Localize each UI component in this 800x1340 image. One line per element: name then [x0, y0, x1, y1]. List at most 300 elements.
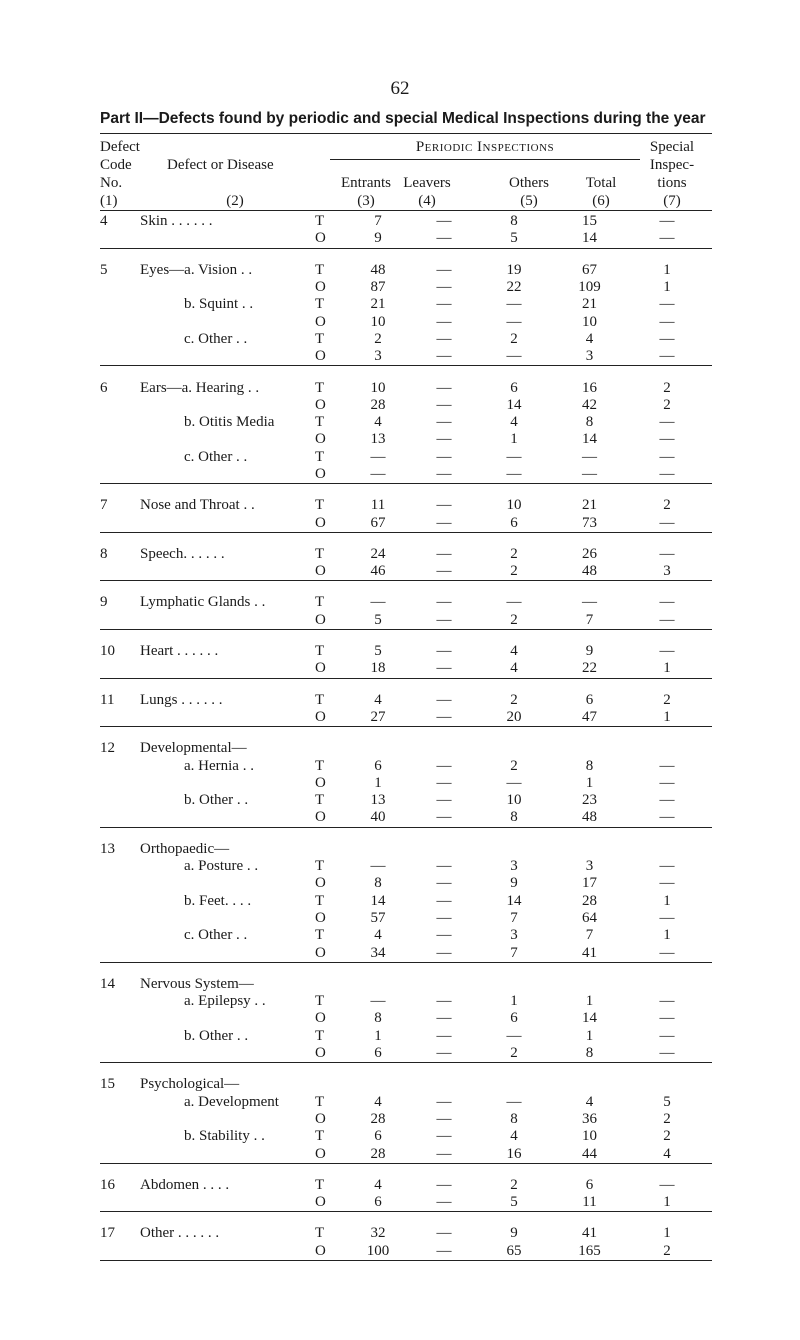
- cell-special: —: [622, 944, 712, 962]
- cell-entrants: —: [370, 858, 386, 875]
- table-row: [100, 1093, 712, 1110]
- defect-name: Lymphatic Glands . .: [140, 594, 266, 611]
- treated-observed: O: [315, 279, 326, 296]
- cell-special: —: [622, 348, 712, 366]
- table-row: [100, 643, 712, 660]
- table-row: [100, 230, 712, 248]
- cell-entrants: 6: [339, 1194, 417, 1212]
- defect-code: [100, 709, 140, 727]
- treated-observed: O: [315, 909, 326, 926]
- defect-name: [140, 466, 315, 484]
- cell-entrants: 6: [374, 757, 382, 774]
- table-row: [100, 1028, 712, 1045]
- defect-code: [100, 660, 140, 678]
- treated-observed: T: [315, 993, 325, 1010]
- treated-observed: T: [315, 213, 325, 230]
- table-row: [100, 1177, 712, 1194]
- defect-code: [100, 449, 140, 466]
- treated-observed: T: [315, 858, 325, 875]
- treated-observed: T: [315, 414, 325, 431]
- cell-total: 6: [585, 691, 594, 708]
- defect-code: [100, 858, 140, 875]
- defect-name: [140, 514, 315, 532]
- header-others: Others: [509, 175, 549, 191]
- defect-name: [140, 1045, 315, 1063]
- cell-leavers: —: [436, 594, 452, 611]
- cell-leavers: —: [417, 230, 471, 248]
- cell-others: 20: [471, 709, 557, 727]
- treated-observed: O: [315, 1110, 326, 1127]
- cell-total: 23: [582, 792, 597, 809]
- cell-entrants: —: [370, 448, 386, 465]
- cell-leavers: —: [436, 1225, 452, 1242]
- table-row: [100, 449, 712, 466]
- cell-special: —: [659, 296, 675, 313]
- group-heading-row: [100, 976, 712, 993]
- cell-leavers: —: [417, 1045, 471, 1063]
- cell-others: 5: [471, 230, 557, 248]
- defect-code: [100, 893, 140, 910]
- cell-leavers: —: [436, 431, 452, 448]
- treated-observed: T: [315, 1225, 325, 1242]
- defect-name: [140, 313, 315, 330]
- cell-total: 15: [582, 213, 597, 230]
- cell-entrants: 40: [339, 809, 417, 827]
- defect-code: [100, 1045, 140, 1063]
- cell-leavers: —: [417, 1243, 471, 1261]
- cell-others: —: [506, 296, 522, 313]
- treated-observed: T: [315, 296, 325, 313]
- cell-leavers: —: [417, 1145, 471, 1163]
- cell-others: 4: [510, 643, 518, 660]
- cell-special: —: [659, 757, 675, 774]
- cell-leavers: —: [436, 448, 452, 465]
- defect-code: [100, 809, 140, 827]
- cell-total: 8: [585, 414, 594, 431]
- cell-special: —: [659, 1176, 675, 1193]
- group-heading: Psychological—: [140, 1076, 240, 1093]
- cell-total: 3: [557, 348, 622, 366]
- cell-total: 6: [585, 1176, 594, 1193]
- cell-entrants: 32: [370, 1225, 386, 1242]
- table-row: [100, 775, 712, 792]
- defect-code: [100, 612, 140, 630]
- cell-total: 64: [582, 909, 597, 926]
- defect-code: [100, 910, 140, 927]
- cell-others: 6: [510, 379, 518, 396]
- header-col5: (5): [520, 193, 538, 209]
- cell-entrants: 9: [339, 230, 417, 248]
- cell-leavers: —: [417, 563, 471, 581]
- defect-name: Nose and Throat . .: [140, 497, 255, 514]
- cell-special: 2: [622, 1243, 712, 1261]
- cell-others: 9: [510, 1225, 518, 1242]
- cell-entrants: —: [370, 594, 386, 611]
- treated-observed: O: [315, 809, 339, 827]
- defect-name: [140, 431, 315, 448]
- defect-code: 10: [100, 643, 115, 660]
- header-total: Total: [585, 175, 617, 191]
- cell-others: 7: [510, 909, 518, 926]
- defect-name: a. Hernia . .: [184, 757, 254, 774]
- treated-observed: O: [315, 612, 339, 630]
- cell-others: 2: [510, 330, 518, 347]
- spacer-cell: [100, 962, 712, 976]
- table-row: [100, 414, 712, 431]
- treated-observed: T: [315, 448, 325, 465]
- cell-special: 1: [663, 1225, 671, 1242]
- cell-total: 8: [585, 757, 594, 774]
- treated-observed: T: [315, 1093, 325, 1110]
- cell-total: 109: [578, 279, 601, 296]
- cell-entrants: 1: [374, 1027, 382, 1044]
- cell-others: 10: [506, 497, 522, 514]
- spacer-cell: [100, 1163, 712, 1177]
- cell-special: 2: [663, 379, 671, 396]
- header-col6: (6): [592, 193, 610, 209]
- defect-code: [100, 875, 140, 892]
- table-row: [100, 213, 712, 230]
- table-row: [100, 431, 712, 448]
- cell-others: —: [471, 466, 557, 484]
- page-title: Part II—Defects found by periodic and special Medical Inspections during the year: [100, 110, 706, 127]
- cell-special: 1: [663, 892, 671, 909]
- cell-special: —: [659, 545, 675, 562]
- cell-special: —: [659, 448, 675, 465]
- cell-special: —: [622, 809, 712, 827]
- defect-name: b. Otitis Media: [184, 414, 275, 431]
- header-col3: (3): [357, 193, 375, 209]
- cell-leavers: —: [417, 709, 471, 727]
- spacer-row: [100, 366, 712, 380]
- cell-total: 10: [582, 313, 597, 330]
- defect-code: 9: [100, 594, 108, 611]
- table-row: [100, 709, 712, 727]
- cell-leavers: —: [436, 296, 452, 313]
- cell-total: 36: [582, 1110, 597, 1127]
- group-heading-row: [100, 740, 712, 757]
- cell-others: 65: [471, 1243, 557, 1261]
- cell-total: 47: [557, 709, 622, 727]
- cell-others: 8: [510, 1110, 518, 1127]
- cell-special: —: [659, 1027, 675, 1044]
- defect-code: 6: [100, 379, 108, 396]
- spacer-cell: [100, 248, 712, 262]
- defect-name: Speech. . . . . .: [140, 545, 225, 562]
- treated-observed: O: [315, 466, 339, 484]
- spacer-row: [100, 1063, 712, 1077]
- cell-others: —: [506, 313, 522, 330]
- cell-others: —: [506, 1027, 522, 1044]
- cell-total: 1: [585, 774, 594, 791]
- defect-code: [100, 414, 140, 431]
- defect-name: b. Other . .: [184, 792, 249, 809]
- defect-name: b. Stability . .: [184, 1128, 265, 1145]
- defect-code: [100, 1111, 140, 1128]
- table-row: [100, 1225, 712, 1242]
- defect-code: [100, 1010, 140, 1027]
- cell-special: 1: [663, 279, 671, 296]
- cell-leavers: —: [436, 1093, 452, 1110]
- cell-leavers: —: [436, 858, 452, 875]
- cell-total: 1: [585, 993, 594, 1010]
- table-row: [100, 1243, 712, 1261]
- cell-others: 5: [471, 1194, 557, 1212]
- cell-entrants: 4: [374, 927, 382, 944]
- defect-code: [100, 230, 140, 248]
- table-row: [100, 313, 712, 330]
- cell-others: —: [506, 448, 522, 465]
- table-row: [100, 379, 712, 396]
- cell-others: 1: [510, 431, 518, 448]
- defect-code: [100, 1243, 140, 1261]
- cell-special: —: [659, 875, 675, 892]
- cell-leavers: —: [436, 379, 452, 396]
- cell-total: 14: [582, 431, 597, 448]
- table-row: [100, 348, 712, 366]
- cell-entrants: 3: [339, 348, 417, 366]
- defect-code: [100, 348, 140, 366]
- table-row: [100, 279, 712, 296]
- cell-special: —: [659, 594, 675, 611]
- cell-others: 4: [471, 660, 557, 678]
- spacer-cell: [100, 366, 712, 380]
- defect-code: 7: [100, 497, 108, 514]
- cell-entrants: 4: [374, 691, 382, 708]
- cell-total: 1: [585, 1027, 594, 1044]
- cell-total: —: [582, 594, 597, 611]
- table-row: [100, 514, 712, 532]
- cell-total: 9: [585, 643, 594, 660]
- spacer-cell: [100, 678, 712, 692]
- header-periodic-rule: [330, 159, 640, 160]
- defect-code: [100, 279, 140, 296]
- cell-entrants: —: [370, 993, 386, 1010]
- defect-name: [140, 612, 315, 630]
- defect-code: 13: [100, 840, 115, 857]
- treated-observed: T: [315, 594, 325, 611]
- cell-entrants: —: [339, 466, 417, 484]
- cell-leavers: —: [436, 497, 452, 514]
- cell-total: 21: [582, 296, 597, 313]
- cell-entrants: 4: [374, 1176, 382, 1193]
- cell-leavers: —: [436, 757, 452, 774]
- table-row: [100, 466, 712, 484]
- cell-leavers: —: [436, 993, 452, 1010]
- defect-name: Abdomen . . . .: [140, 1176, 230, 1193]
- treated-observed: T: [315, 1027, 325, 1044]
- treated-observed: T: [315, 545, 325, 562]
- cell-entrants: 8: [374, 875, 382, 892]
- spacer-row: [100, 629, 712, 643]
- treated-observed: O: [315, 563, 339, 581]
- table-row: [100, 594, 712, 611]
- cell-others: 8: [510, 213, 518, 230]
- cell-entrants: 7: [374, 213, 382, 230]
- treated-observed: O: [315, 660, 339, 678]
- defect-name: [140, 1145, 315, 1163]
- cell-leavers: —: [436, 1110, 452, 1127]
- cell-special: —: [659, 909, 675, 926]
- defect-code: [100, 331, 140, 348]
- defect-code: [100, 1145, 140, 1163]
- cell-leavers: —: [436, 1128, 452, 1145]
- spacer-cell: [100, 629, 712, 643]
- cell-total: 28: [582, 892, 597, 909]
- header-leavers: Leavers: [403, 175, 451, 191]
- table-row: [100, 993, 712, 1010]
- cell-special: 1: [622, 660, 712, 678]
- cell-leavers: —: [436, 414, 452, 431]
- cell-special: 2: [663, 1128, 671, 1145]
- cell-entrants: 13: [370, 792, 386, 809]
- cell-total: —: [582, 448, 597, 465]
- cell-entrants: 21: [370, 296, 386, 313]
- cell-leavers: —: [417, 1194, 471, 1212]
- defect-code: [100, 466, 140, 484]
- cell-special: —: [622, 1045, 712, 1063]
- spacer-cell: [100, 1212, 712, 1226]
- defect-code: 5: [100, 261, 108, 278]
- cell-total: 7: [585, 927, 594, 944]
- cell-entrants: 87: [370, 279, 386, 296]
- group-heading-row: [100, 1076, 712, 1093]
- cell-total: 4: [585, 1093, 594, 1110]
- spacer-row: [100, 678, 712, 692]
- defect-code: [100, 993, 140, 1010]
- defect-code: [100, 757, 140, 774]
- cell-special: —: [622, 612, 712, 630]
- treated-observed: T: [315, 1176, 325, 1193]
- cell-others: 10: [506, 792, 522, 809]
- spacer-cell: [100, 727, 712, 741]
- spacer-row: [100, 827, 712, 841]
- cell-special: 2: [663, 691, 671, 708]
- cell-others: 14: [506, 892, 522, 909]
- cell-leavers: —: [436, 1176, 452, 1193]
- defect-name: Other . . . . . .: [140, 1225, 220, 1242]
- defect-code: [100, 927, 140, 944]
- cell-total: 165: [557, 1243, 622, 1261]
- group-heading: Orthopaedic—: [140, 840, 230, 857]
- cell-entrants: 57: [370, 909, 386, 926]
- defect-name: Eyes—a. Vision . .: [140, 261, 253, 278]
- defect-name: Lungs . . . . . .: [140, 691, 223, 708]
- cell-entrants: 10: [370, 379, 386, 396]
- cell-entrants: 28: [370, 396, 386, 413]
- table-row: [100, 296, 712, 313]
- defect-code: [100, 1028, 140, 1045]
- defect-name: c. Other . .: [184, 330, 248, 347]
- treated-observed: O: [315, 396, 326, 413]
- defect-name: [140, 809, 315, 827]
- cell-leavers: —: [436, 330, 452, 347]
- group-heading-row: [100, 841, 712, 858]
- cell-special: —: [659, 643, 675, 660]
- cell-special: 2: [663, 396, 671, 413]
- defect-code: [100, 296, 140, 313]
- cell-others: 7: [471, 944, 557, 962]
- cell-special: —: [659, 213, 675, 230]
- table-row: [100, 927, 712, 944]
- spacer-row: [100, 962, 712, 976]
- spacer-row: [100, 248, 712, 262]
- cell-others: —: [506, 774, 522, 791]
- table-row: [100, 563, 712, 581]
- header-entrants: Entrants: [341, 175, 391, 191]
- table-row: [100, 1045, 712, 1063]
- table-row: [100, 858, 712, 875]
- defect-name: Heart . . . . . .: [140, 643, 219, 660]
- cell-total: 41: [582, 1225, 597, 1242]
- cell-leavers: —: [436, 545, 452, 562]
- cell-leavers: —: [436, 892, 452, 909]
- treated-observed: T: [315, 261, 325, 278]
- cell-total: 8: [557, 1045, 622, 1063]
- treated-observed: O: [315, 348, 339, 366]
- treated-observed: O: [315, 230, 339, 248]
- header-rule: [100, 210, 712, 211]
- cell-special: 2: [663, 497, 671, 514]
- cell-leavers: —: [436, 909, 452, 926]
- cell-total: 21: [582, 497, 597, 514]
- cell-leavers: —: [436, 313, 452, 330]
- cell-special: 1: [663, 261, 671, 278]
- defect-name: [140, 1243, 315, 1261]
- cell-leavers: —: [417, 612, 471, 630]
- treated-observed: T: [315, 892, 325, 909]
- treated-observed: O: [315, 1010, 326, 1027]
- header-disease-num: (2): [226, 193, 244, 209]
- cell-leavers: —: [417, 944, 471, 962]
- treated-observed: O: [315, 709, 339, 727]
- treated-observed: O: [315, 774, 326, 791]
- defect-name: a. Development: [184, 1093, 279, 1110]
- spacer-cell: [100, 484, 712, 498]
- cell-total: 67: [582, 261, 597, 278]
- spacer-row: [100, 581, 712, 595]
- cell-leavers: —: [436, 1027, 452, 1044]
- defect-name: [140, 279, 315, 296]
- header-col4: (4): [418, 193, 436, 209]
- cell-entrants: 46: [339, 563, 417, 581]
- defect-code: [100, 563, 140, 581]
- cell-others: 2: [510, 545, 518, 562]
- cell-total: 48: [557, 563, 622, 581]
- spacer-row: [100, 1163, 712, 1177]
- cell-others: 6: [510, 1010, 518, 1027]
- spacer-cell: [100, 1063, 712, 1077]
- defect-code: 14: [100, 975, 115, 992]
- treated-observed: T: [315, 792, 325, 809]
- table-row: [100, 546, 712, 563]
- treated-observed: O: [315, 1045, 339, 1063]
- defect-name: [140, 875, 315, 892]
- cell-entrants: 28: [339, 1145, 417, 1163]
- cell-total: 22: [557, 660, 622, 678]
- cell-special: 2: [663, 1110, 671, 1127]
- table-row: [100, 1128, 712, 1145]
- spacer-row: [100, 532, 712, 546]
- cell-leavers: —: [417, 660, 471, 678]
- header-code: Defect Code No. (1): [100, 139, 140, 209]
- table-row: [100, 1111, 712, 1128]
- defect-code: 15: [100, 1076, 115, 1093]
- cell-special: 3: [622, 563, 712, 581]
- defect-name: Ears—a. Hearing . .: [140, 379, 260, 396]
- cell-entrants: 11: [370, 497, 386, 514]
- treated-observed: T: [315, 757, 325, 774]
